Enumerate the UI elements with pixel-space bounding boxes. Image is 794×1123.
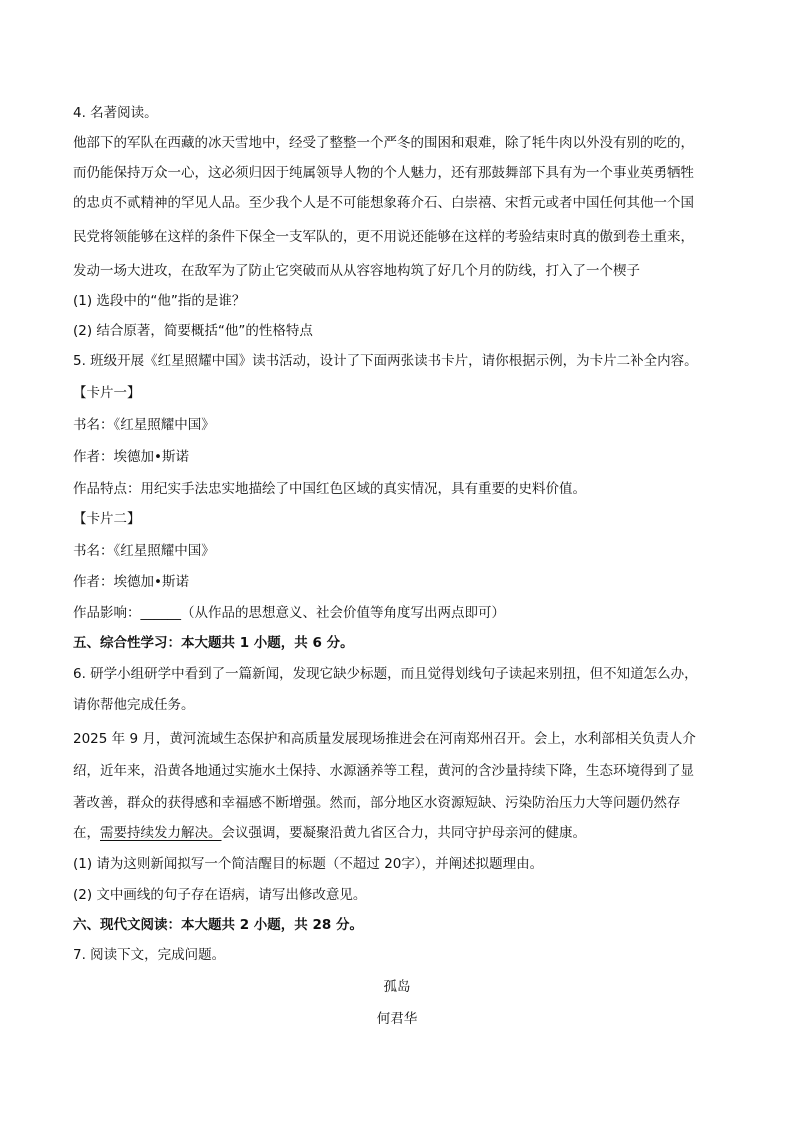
q7-heading: 7. 阅读下文，完成问题。 (73, 947, 226, 963)
section-6-heading (73, 916, 723, 934)
card1-feature: 作品特点：用纪实手法忠实地描绘了中国红色区域的真实情况，具有重要的史料价值。 (73, 481, 586, 497)
q6-sub-question-1: (1) 请为这则新闻拟写一个简洁醒目的标题（不超过 20字），并阐述拟题理由。 (73, 856, 544, 872)
q4-passage-line-1: 他部下的军队在西藏的冰天雪地中，经受了整整一个严冬的围困和艰难，除了牦牛肉以外没有别的吃的， (73, 135, 694, 151)
q4-heading: 4. 名著阅读。 (73, 105, 158, 121)
q4-passage-line-5: 发动一场大进攻，在敌军为了防止它突破而从从容容地构筑了好几个月的防线，打入了一个楔子 (73, 263, 640, 279)
card1-author: 作者：埃德加•斯诺 (73, 449, 189, 465)
q5-heading: 5. 班级开展《红星照耀中国》读书活动，设计了下面两张读书卡片，请你根据示例，为卡片二补全内容。 (73, 353, 698, 369)
article-author: 何君华 (376, 1011, 418, 1027)
q6-heading-line-1: 6. 研学小组研学中看到了一篇新闻，发现它缺少标题，而且觉得划线句子读起来别扭，但不知道怎么办， (73, 666, 698, 682)
q6-sub-question-2: (2) 文中画线的句子存在语病，请写出修改意见。 (73, 887, 367, 903)
card2-author: 作者：埃德加•斯诺 (73, 574, 189, 590)
section-6-text: 六、现代文阅读：本大题共 2 小题，共 28 分。 (73, 917, 363, 933)
q6-news-line-4 (73, 824, 723, 842)
q6-news-line-3: 著改善，群众的获得感和幸福感不断增强。然而，部分地区水资源短缺、污染防治压力大等问题仍然存 (73, 795, 681, 811)
q4-sub-question-1: (1) 选段中的“他”指的是谁？ (73, 293, 246, 309)
section-5-text: 五、综合性学习：本大题共 1 小题，共 6 分。 (73, 635, 354, 651)
card1-book: 书名：《红星照耀中国》 (73, 417, 215, 433)
card2-impact: 作品影响：______（从作品的思想意义、社会价值等角度写出两点即可） (73, 605, 505, 621)
card2-book: 书名：《红星照耀中国》 (73, 543, 215, 559)
q4-sub-question-2: (2) 结合原著，简要概括“他”的性格特点 (73, 323, 313, 339)
q6-news-line-2: 绍，近年来，沿黄各地通过实施水土保持、水源涵养等工程，黄河的含沙量持续下降，生态环境得到了显 (73, 763, 694, 779)
q4-passage-line-4: 民党将领能够在这样的条件下保全一支军队的，更不用说还能够在这样的考验结束时真的傲到卷土重来， (73, 229, 694, 245)
card2-label: 【卡片二】 (73, 511, 141, 527)
section-5-heading (73, 634, 723, 652)
q6-news-line-1: 2025 年 9 月，黄河流域生态保护和高质量发展现场推进会在河南郑州召开。会上，水利部相关负责人介 (73, 731, 696, 747)
q4-passage-line-3: 的忠贞不贰精神的罕见人品。至少我个人是不可能想象蒋介石、白崇禧、宋哲元或者中国任何其他一个国 (73, 195, 694, 211)
article-title: 孤岛 (383, 979, 411, 995)
q6-underlined-sentence: 需要持续发力解决。 (100, 825, 222, 841)
q6-news-pre: 在， (73, 825, 100, 841)
card1-label: 【卡片一】 (73, 385, 141, 401)
q6-heading-line-2: 请你帮他完成任务。 (73, 697, 195, 713)
q4-passage-line-2: 而仍能保持万众一心，这必须归因于纯属领导人物的个人魅力，还有那鼓舞部下具有为一个事业英勇牺牲 (73, 165, 694, 181)
q6-news-post: 会议强调，要凝聚沿黄九省区合力，共同守护母亲河的健康。 (221, 825, 586, 841)
